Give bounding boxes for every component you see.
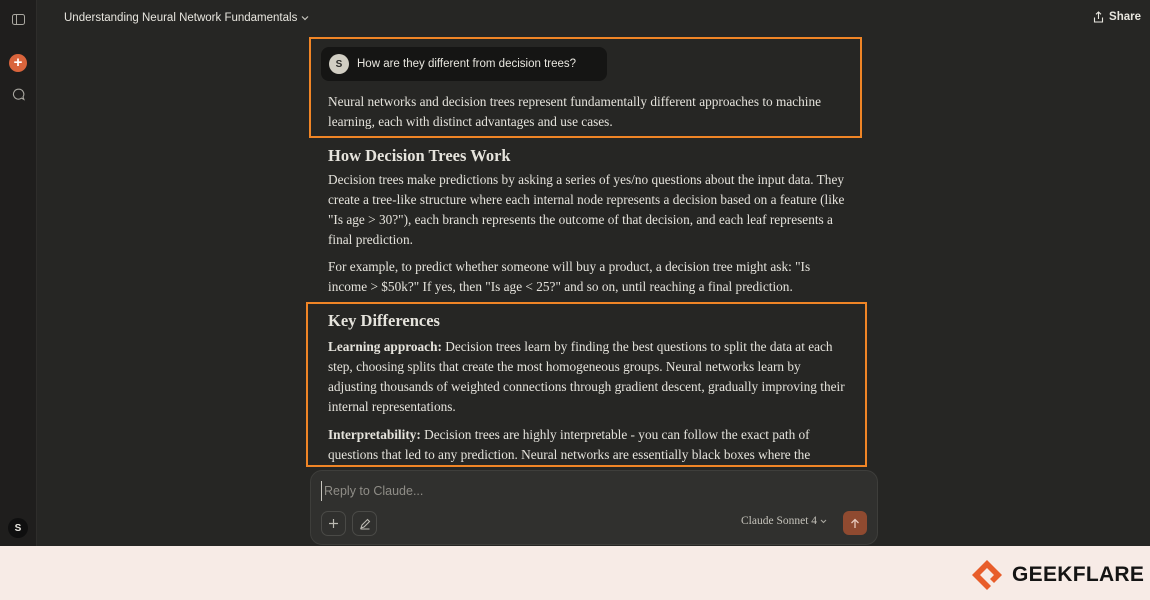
user-avatar[interactable]: S xyxy=(8,518,28,538)
share-button[interactable] xyxy=(1093,11,1141,23)
user-message-avatar: S xyxy=(329,54,349,74)
chevron-down-icon xyxy=(301,15,309,21)
logo-text: GEEKFLARE xyxy=(1012,563,1145,586)
model-selector[interactable] xyxy=(741,515,827,527)
top-bar xyxy=(37,0,1150,38)
share-icon xyxy=(1093,11,1104,23)
reply-composer xyxy=(310,470,878,545)
share-label: Share xyxy=(1109,11,1141,23)
reply-input[interactable] xyxy=(321,481,821,501)
decision-trees-paragraph-2: For example, to predict whether someone will buy a product, a decision tree might ask: "Is income > $50k?" If yes, then "Is age < 25?" and so on, until reaching a final prediction. xyxy=(328,259,811,294)
arrow-up-icon xyxy=(850,518,860,529)
send-button[interactable] xyxy=(843,511,867,535)
chevron-down-icon xyxy=(820,519,827,524)
chat-title-text: Understanding Neural Network Fundamentals xyxy=(64,12,298,24)
response-intro: Neural networks and decision trees represent fundamentally different approaches to machine learning, each with distinct advantages and use cases. xyxy=(328,94,822,129)
plus-icon xyxy=(328,518,339,529)
sidebar xyxy=(0,0,37,546)
new-chat-icon[interactable]: + xyxy=(9,54,27,72)
model-label: Claude Sonnet 4 xyxy=(741,515,818,527)
chats-icon[interactable] xyxy=(9,85,27,103)
sidebar-toggle-icon[interactable] xyxy=(9,10,27,28)
add-attachment-button[interactable] xyxy=(321,511,346,536)
section-heading-key-differences: Key Differences xyxy=(328,311,440,330)
difference-text: Decision trees learn by finding the best questions to split the data at each step, choosing splits that create the most homogeneous groups. Neural networks learn by adjusting thousands of weighted connections through gradient descent, gradually improving their internal representations. xyxy=(328,339,845,414)
difference-interpretability xyxy=(328,425,848,465)
geekflare-logo xyxy=(970,558,1144,592)
tools-button[interactable] xyxy=(352,511,377,536)
difference-learning-approach xyxy=(328,337,848,417)
difference-label: Learning approach: xyxy=(328,339,442,354)
difference-label: Interpretability: xyxy=(328,427,421,442)
geekflare-logo-icon xyxy=(970,558,1006,592)
pen-icon xyxy=(359,518,371,530)
user-message-text: How are they different from decision trees? xyxy=(357,58,577,70)
chat-title[interactable] xyxy=(64,12,309,24)
difference-text: Decision trees are highly interpretable - you can follow the exact path of questions that led to any prediction. Neural networks are essentially black boxes where the xyxy=(328,427,811,462)
user-message xyxy=(321,47,607,81)
decision-trees-paragraph-1: Decision trees make predictions by asking a series of yes/no questions about the input data. They create a tree-like structure where each internal node represents a decision based on a feature (like "Is age > 30?"), each branch represents the outcome of that decision, and each leaf represents a final prediction. xyxy=(328,172,845,247)
section-heading-decision-trees: How Decision Trees Work xyxy=(328,146,511,165)
